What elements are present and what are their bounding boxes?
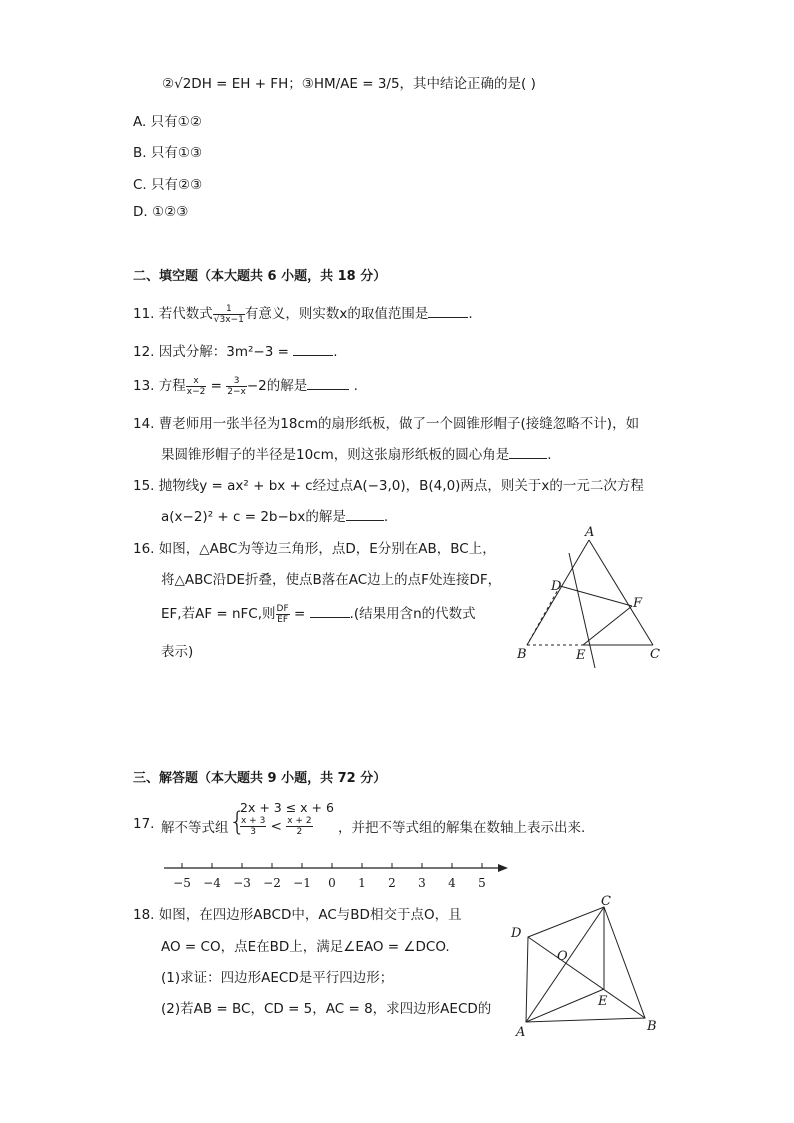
question-number: 13. [133, 378, 155, 394]
q13-fraction-2: $\frac{3}{2-x}$ [227, 375, 246, 397]
arrow-right-icon [498, 864, 508, 872]
q10-statement-part2: ②√2DH = EH + FH；③HM/AE = 3/5，其中结论正确的是( ) [162, 76, 536, 92]
question-14 [133, 412, 639, 432]
q12-text: 因式分解：3m²−3 = [158, 344, 289, 360]
q14-line-1: 曹老师用一张半径为18cm的扇形纸板，做了一个圆锥形帽子(接缝忽略不计)，如 [158, 416, 640, 432]
q13-equals: = [210, 378, 222, 394]
option-label: D. [133, 204, 148, 220]
answer-blank[interactable] [428, 305, 468, 318]
q17-inequality-1: 2x + 3 ≤ x + 6 [240, 800, 334, 815]
q16-line-3-prefix: EF,若AF = nFC,则 [161, 606, 276, 622]
q16-figure [505, 520, 675, 675]
section-title-solve: 三、解答题（本大题共 9 小题，共 72 分） [133, 771, 387, 786]
option-text: 只有①② [150, 114, 202, 130]
tick-label: 4 [448, 876, 456, 890]
tick-label: 3 [418, 876, 426, 890]
q17-suffix: ，并把不等式组的解集在数轴上表示出来. [338, 820, 586, 836]
q18-line-1: 如图，在四边形ABCD中，AC与BD相交于点O，且 [158, 907, 462, 923]
question-number: 17. [133, 816, 155, 832]
tick-label: 1 [358, 876, 366, 890]
q17-inequality-2: $\frac{x + 3}{3}$ < $\frac{x + 2}{2}$ [241, 816, 312, 837]
question-number: 14. [133, 416, 155, 432]
question-16 [133, 537, 496, 557]
option-label: C. [133, 177, 147, 193]
q13-fraction-1: $\frac{x}{x-2}$ [186, 375, 206, 397]
question-12: 12. 因式分解：3m²−3 = . [133, 344, 338, 360]
q16-line-2: 将△ABC沿DE折叠，使点B落在AC边上的点F处连接DF， [161, 572, 502, 588]
option-text: 只有①③ [150, 145, 203, 161]
quadrilateral-abcd [526, 907, 645, 1022]
diagonal-bd [528, 937, 645, 1018]
q15-line-2: a(x−2)² + c = 2b−bx的解是 [161, 509, 346, 525]
q10-option-b [133, 141, 202, 161]
label-d: D [511, 926, 522, 941]
label-d: D [551, 579, 562, 594]
tick-label: 5 [478, 876, 486, 890]
q18-line-2: AO = CO，点E在BD上，满足∠EAO = ∠DCO. [161, 939, 450, 955]
tick-label: −5 [173, 876, 191, 890]
tick-label: −4 [203, 876, 221, 890]
label-a: A [585, 525, 595, 540]
q18-line-3: (1)求证：四边形AECD是平行四边形； [161, 970, 394, 986]
tick-label: −2 [263, 876, 281, 890]
option-text: 只有②③ [151, 177, 203, 193]
label-b: B [517, 647, 527, 662]
question-18 [133, 903, 462, 923]
question-number: 11. [133, 306, 155, 322]
section-title-fill-in: 二、填空题（本大题共 6 小题，共 18 分） [133, 269, 387, 284]
q10-option-d [133, 204, 188, 220]
question-number: 16. [133, 541, 155, 557]
q17-prefix: 解不等式组 [161, 820, 229, 836]
label-f: F [633, 596, 643, 611]
number-line [160, 858, 515, 893]
q16-equals: = [293, 606, 306, 622]
option-label: A. [133, 114, 147, 130]
q11-suffix: 有意义，则实数x的取值范围是 [244, 306, 429, 322]
question-14-cont: 果圆锥形帽子的半径是10cm，则这张扇形纸板的圆心角是 . [161, 447, 552, 463]
diagonal-ac [526, 907, 604, 1022]
brace-icon: { [229, 807, 246, 837]
q16-line-4: 表示) [161, 644, 194, 660]
question-number: 18. [133, 907, 155, 923]
q13-suffix: −2的解是 [246, 378, 308, 394]
tick-label: 2 [388, 876, 396, 890]
q15-line-1: 抛物线y = ax² + bx + c经过点A(−3,0)，B(4,0)两点，则关于x的一元二次方程 [158, 478, 644, 494]
question-15 [133, 474, 644, 494]
answer-blank[interactable] [509, 446, 547, 459]
q11-fraction: $\frac{1}{√3x-1}$ [213, 303, 244, 325]
label-a: A [516, 1025, 526, 1040]
label-b: B [647, 1019, 657, 1034]
q13-prefix: 方程 [158, 378, 186, 394]
answer-blank[interactable] [310, 605, 350, 618]
q16-line-3-suffix: .(结果用含n的代数式 [349, 606, 476, 622]
q18-line-4: (2)若AB = BC，CD = 5，AC = 8，求四边形AECD的 [161, 1001, 492, 1017]
answer-blank[interactable] [307, 377, 349, 390]
tick-label: −1 [293, 876, 311, 890]
q16-line-1: 如图，△ABC为等边三角形，点D，E分别在AB，BC上， [158, 541, 496, 557]
segment-ef [583, 606, 632, 645]
q14-line-2: 果圆锥形帽子的半径是10cm，则这张扇形纸板的圆心角是 [161, 447, 510, 463]
answer-blank[interactable] [293, 343, 333, 356]
answer-blank[interactable] [346, 508, 384, 521]
q16-line-3 [161, 602, 476, 625]
label-c: C [650, 647, 660, 662]
option-label: B. [133, 145, 147, 161]
label-e: E [598, 994, 608, 1009]
q11-prefix: 若代数式 [158, 306, 213, 322]
label-o: O [557, 949, 568, 964]
q10-option-a [133, 110, 202, 130]
segment-df [560, 586, 632, 606]
tick-label: 0 [328, 876, 336, 890]
q18-figure [505, 895, 675, 1040]
option-text: ①②③ [151, 204, 189, 220]
question-number: 15. [133, 478, 155, 494]
edge-ac [589, 540, 653, 645]
label-e: E [576, 648, 586, 663]
question-15-cont: a(x−2)² + c = 2b−bx的解是 . [161, 509, 389, 525]
question-13: 13. 方程 $\frac{x}{x-2}$ = $\frac{3}{2-x}$ −2的解是 . [133, 375, 358, 397]
q10-option-c [133, 173, 202, 193]
q16-fraction: $\frac{DF}{EF}$ [276, 603, 289, 625]
tick-label: −3 [233, 876, 251, 890]
question-11: 11. 若代数式 $\frac{1}{√3x-1}$ 有意义，则实数x的取值范围是 . [133, 303, 473, 325]
question-number: 12. [133, 344, 155, 360]
label-c: C [601, 895, 611, 909]
